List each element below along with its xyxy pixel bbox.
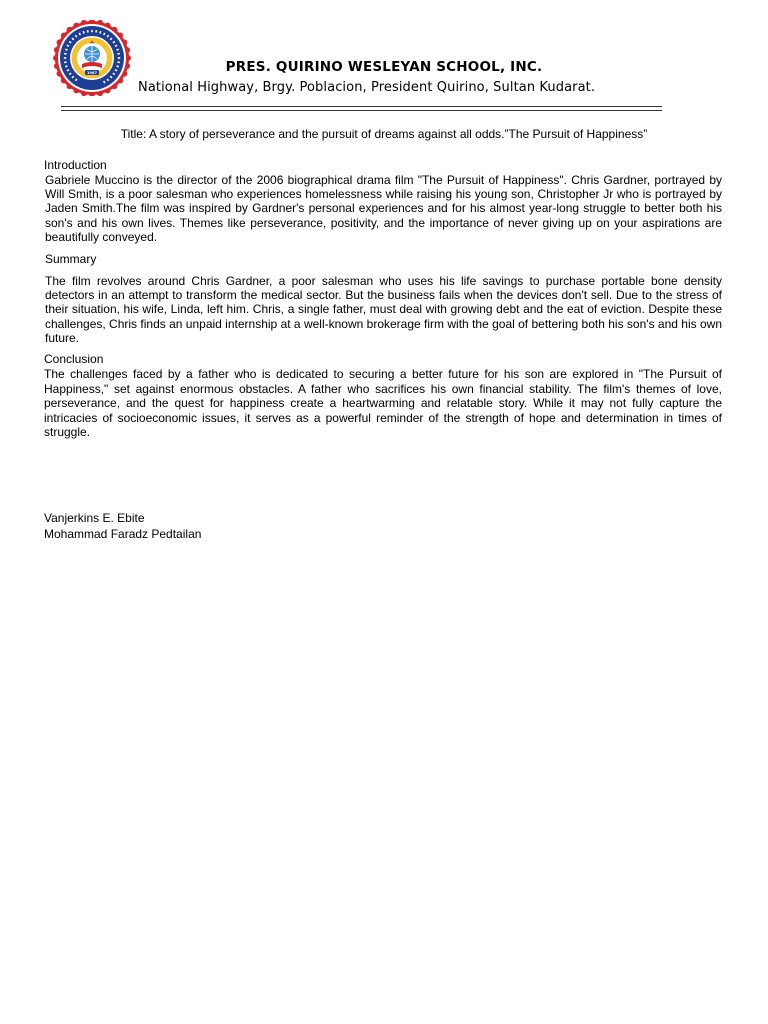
school-address: National Highway, Brgy. Poblacion, President Quirino, Sultan Kudarat. bbox=[138, 80, 596, 95]
school-name: PRES. QUIRINO WESLEYAN SCHOOL, INC. bbox=[225, 59, 543, 75]
header-divider-bottom bbox=[61, 110, 662, 111]
section-heading-conclusion: Conclusion bbox=[44, 352, 104, 366]
school-seal-logo bbox=[45, 20, 139, 96]
section-text-introduction: Gabriele Muccino is the director of the 2006 biographical drama film "The Pursuit of Happiness". Chris Gardner, portrayed by Will Smith, is a poor salesman who experiences homelessness while raising his young son, Christopher Jr who is portrayed by Jaden Smith.The film was inspired by Gardner's personal experiences and for his almost year-long struggle to better both his son's and his own lives. Themes like perseverance, positivity, and the importance of never giving up on your aspirations are beautifully conveyed. bbox=[45, 173, 722, 244]
section-heading-introduction: Introduction bbox=[44, 158, 107, 172]
header-divider-top bbox=[61, 106, 662, 107]
author-name: Vanjerkins E. Ebite bbox=[44, 511, 145, 525]
svg-text:1987: 1987 bbox=[86, 71, 98, 76]
document-title: Title: A story of perseverance and the pursuit of dreams against all odds.”The Pursuit of Happiness” bbox=[120, 127, 648, 141]
section-text-conclusion: The challenges faced by a father who is dedicated to securing a better future for his son are explored in "The Pursuit of Happiness," set against enormous obstacles. A father who sacrifices his own financial stability. The film's themes of love, perseverance, and the quest for happiness create a heartwarming and relatable story. While it may not fully capture the intricacies of socioeconomic issues, it serves as a powerful reminder of the strength of hope and determination in times of struggle. bbox=[44, 367, 722, 440]
section-text-summary: The film revolves around Chris Gardner, a poor salesman who uses his life savings to purchase portable bone density detectors in an attempt to transform the medical sector. But the business fails when the devices don't sell. Due to the stress of their situation, his wife, Linda, left him. Chris, a single father, must deal with growing debt and the eat of eviction. Despite these challenges, Chris finds an unpaid internship at a well-known brokerage firm with the goal of bettering both his son's and his own future. bbox=[45, 274, 722, 345]
section-heading-summary: Summary bbox=[45, 252, 97, 266]
author-name: Mohammad Faradz Pedtailan bbox=[44, 527, 202, 541]
